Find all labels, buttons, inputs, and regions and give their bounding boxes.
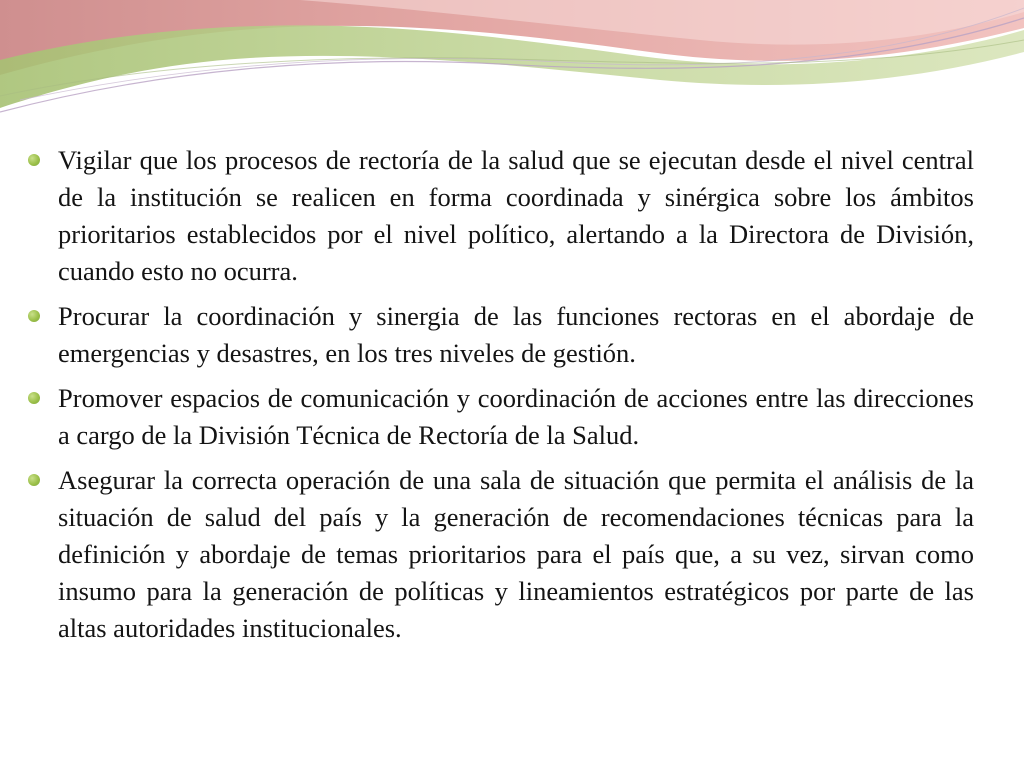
bullet-icon — [28, 310, 40, 322]
bullet-text: Promover espacios de comunicación y coordinación de acciones entre las direcciones a cargo de la División Técnica de Rectoría de la Salud. — [58, 383, 974, 450]
bullet-text: Vigilar que los procesos de rectoría de la salud que se ejecutan desde el nivel central de la institución se realicen en forma coordinada y sinérgica sobre los ámbitos prioritarios establecidos por el nivel político, alertando a la Directora de División, cuando esto no ocurra. — [58, 145, 974, 286]
bullet-item — [28, 298, 974, 372]
bullet-text: Procurar la coordinación y sinergia de las funciones rectoras en el abordaje de emergencias y desastres, en los tres niveles de gestión. — [58, 301, 974, 368]
slide-body — [28, 142, 974, 655]
bullet-item — [28, 142, 974, 290]
bullet-item — [28, 380, 974, 454]
bullet-text: Asegurar la correcta operación de una sala de situación que permita el análisis de la situación de salud del país y la generación de recomendaciones técnicas para la definición y abordaje de temas prioritarios para el país que, a su vez, sirvan como insumo para la generación de políticas y lineamientos estratégicos por parte de las altas autoridades institucionales. — [58, 465, 974, 643]
bullet-icon — [28, 154, 40, 166]
bullet-list — [28, 142, 974, 647]
bullet-icon — [28, 474, 40, 486]
bullet-item — [28, 462, 974, 647]
bullet-icon — [28, 392, 40, 404]
